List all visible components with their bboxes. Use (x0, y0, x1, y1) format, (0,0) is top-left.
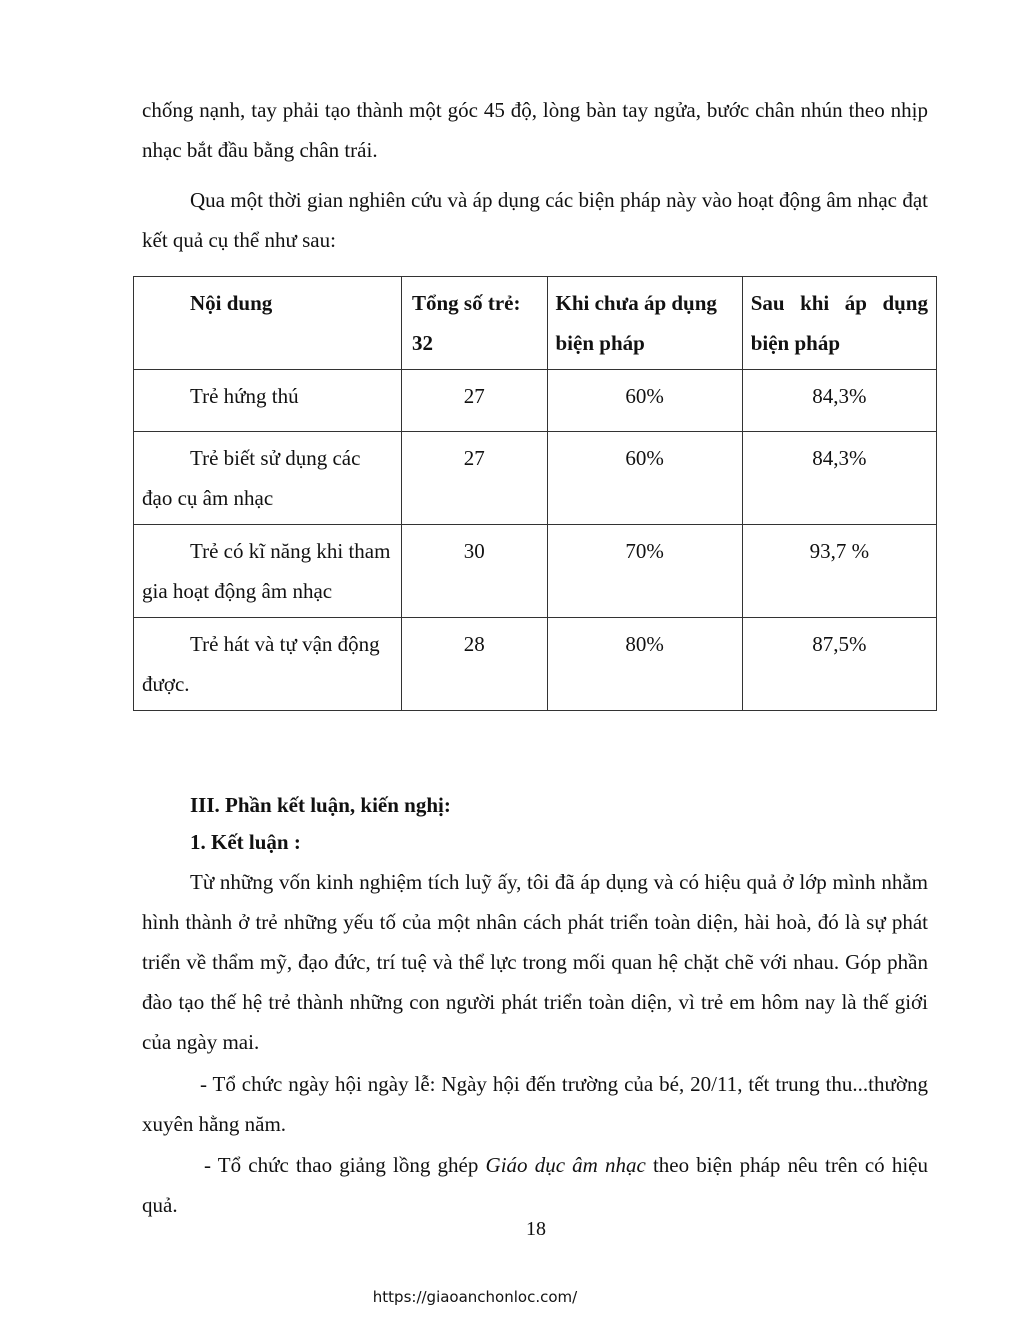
row-4-after: 87,5% (742, 618, 936, 711)
row-2-content: Trẻ biết sử dụng các đạo cụ âm nhạc (134, 432, 402, 525)
bullet-teaching-start: - Tổ chức thao giảng lồng ghép (204, 1153, 486, 1177)
paragraph-1: chống nạnh, tay phải tạo thành một góc 45 độ, lòng bàn tay ngửa, bước chân nhún theo nhịp nhạc bắt đầu bằng chân trái. (142, 98, 928, 162)
page-number: 18 (526, 1218, 546, 1240)
table-header-row (134, 277, 937, 370)
paragraph-2: Qua một thời gian nghiên cứu và áp dụng các biện pháp này vào hoạt động âm nhạc đạt kết quả cụ thể như sau: (142, 188, 928, 252)
bullet-teaching-end: theo biện pháp nêu trên có hiệu quả. (142, 1153, 928, 1217)
bullet-festivals: - Tổ chức ngày hội ngày lễ: Ngày hội đến trường của bé, 20/11, tết trung thu...thường xuyên hằng năm. (142, 1072, 928, 1136)
row-4-before: 80% (547, 618, 742, 711)
table-row (134, 525, 937, 618)
row-2-total: 27 (401, 432, 547, 525)
table-row (134, 370, 937, 432)
table-row (134, 432, 937, 525)
row-2-after: 84,3% (742, 432, 936, 525)
row-1-after: 84,3% (742, 370, 936, 432)
subsection-heading: 1. Kết luận : (190, 830, 301, 854)
row-3-before: 70% (547, 525, 742, 618)
row-4-content: Trẻ hát và tự vận động được. (134, 618, 402, 711)
header-after: Sau khi áp dụng biện pháp (742, 277, 936, 370)
bullet-teaching (142, 1145, 928, 1225)
table-row (134, 618, 937, 711)
row-1-before: 60% (547, 370, 742, 432)
row-3-content: Trẻ có kĩ năng khi tham gia hoạt động âm nhạc (134, 525, 402, 618)
row-3-total: 30 (401, 525, 547, 618)
row-2-before: 60% (547, 432, 742, 525)
row-1-total: 27 (401, 370, 547, 432)
bullet-teaching-italic: Giáo dục âm nhạc (485, 1153, 646, 1177)
section-heading: III. Phần kết luận, kiến nghị: (190, 793, 451, 817)
footer-url[interactable]: https://giaoanchonloc.com/ (372, 1288, 578, 1306)
row-4-total: 28 (401, 618, 547, 711)
header-before: Khi chưa áp dụng biện pháp (547, 277, 742, 370)
conclusion-paragraph: Từ những vốn kinh nghiệm tích luỹ ấy, tôi đã áp dụng và có hiệu quả ở lớp mình nhằm hình thành ở trẻ những yếu tố của một nhân cách phát triển toàn diện, hài hoà, đó là sự phát triển về thẩm mỹ, đạo đức, trí tuệ và thể lực trong mối quan hệ chặt chẽ với nhau. Góp phần đào tạo thế hệ trẻ thành những con người phát triển toàn diện, vì trẻ em hôm nay là thế giới của ngày mai. (142, 870, 928, 1054)
row-1-content: Trẻ hứng thú (134, 370, 402, 432)
header-total: Tổng số trẻ: 32 (401, 277, 547, 370)
row-3-after: 93,7 % (742, 525, 936, 618)
header-content: Nội dung (134, 277, 402, 370)
results-table (133, 276, 937, 711)
